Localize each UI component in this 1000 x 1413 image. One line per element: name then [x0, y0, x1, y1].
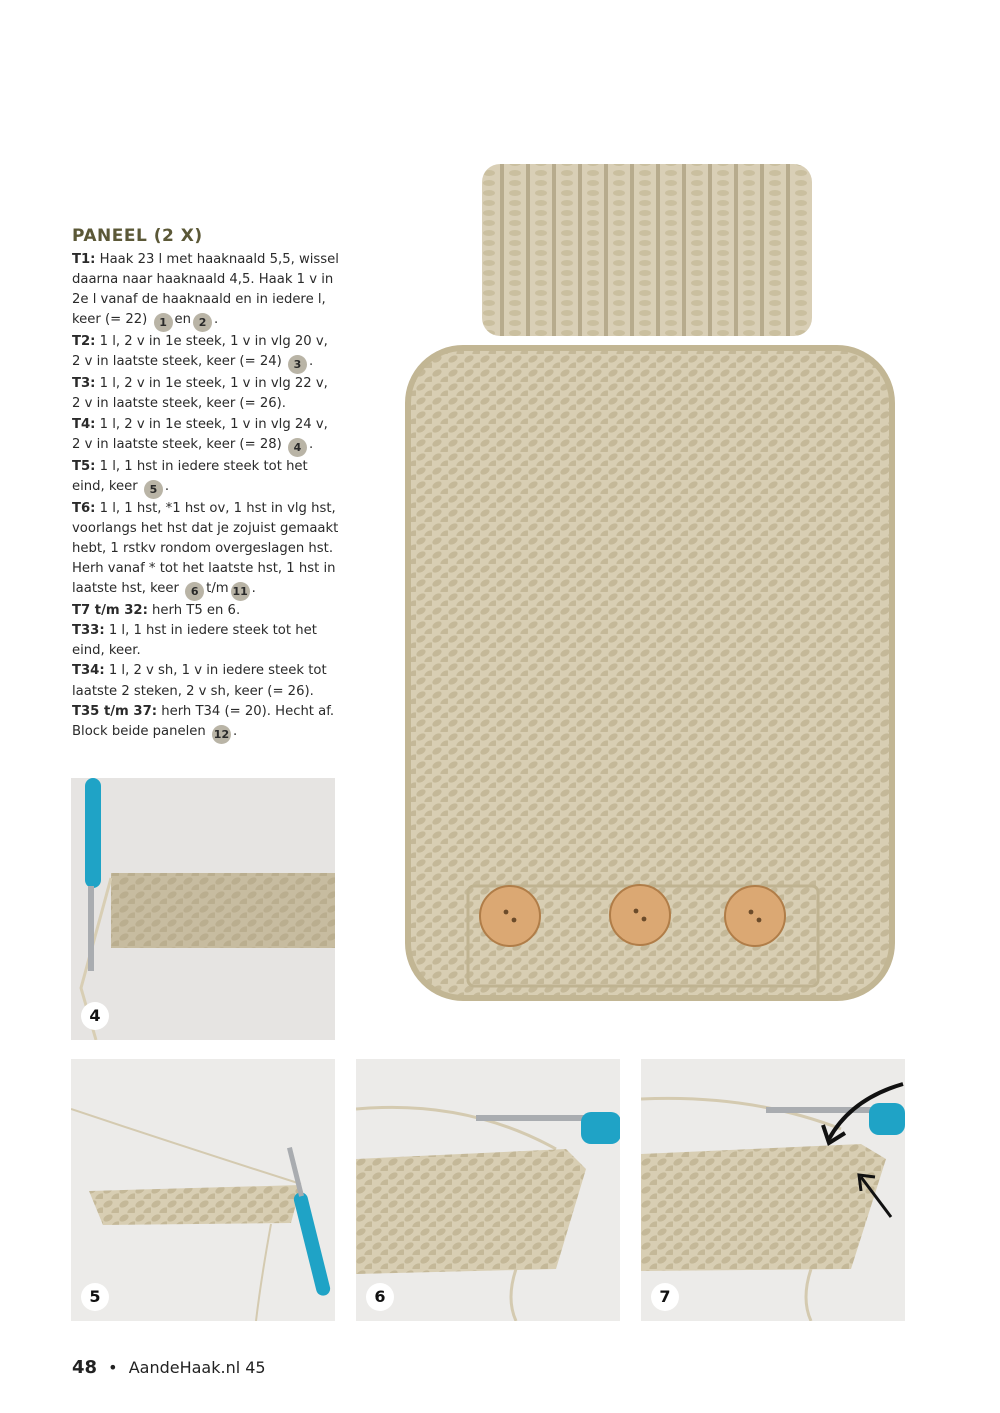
- neck-ribbing: [482, 164, 812, 336]
- steps-list: [72, 250, 340, 744]
- step-row: [72, 702, 340, 744]
- step-end: .: [308, 436, 314, 452]
- step-label: T2:: [72, 334, 96, 350]
- step-row: [72, 661, 340, 701]
- step-photo-4: [71, 778, 335, 1040]
- crochet-hook-shaft: [476, 1115, 586, 1121]
- photo-reference-badge: 3: [288, 355, 307, 374]
- footer-site: AandeHaak.nl: [128, 1358, 241, 1377]
- step-connector: en: [174, 312, 192, 328]
- step-text: 1 l, 2 v in 1e steek, 1 v in vlg 20 v, 2 v in laatste steek, keer (= 24): [72, 334, 328, 370]
- step-photo-5: [71, 1059, 335, 1321]
- step-text: 1 l, 1 hst in iedere steek tot het eind, keer: [72, 458, 308, 494]
- step-label: T1:: [72, 252, 96, 267]
- step-label: T7 t/m 32:: [72, 603, 148, 619]
- button-icon: [725, 886, 785, 946]
- button-icon: [480, 886, 540, 946]
- step-text: 1 l, 2 v in 1e steek, 1 v in vlg 24 v, 2 v in laatste steek, keer (= 28): [72, 416, 328, 452]
- photo-reference-badge: 4: [288, 438, 307, 457]
- step-photo-7: [641, 1059, 905, 1321]
- step-row: [72, 457, 340, 499]
- section-heading: PANEEL (2 X): [72, 226, 203, 246]
- step-label: T4:: [72, 416, 96, 432]
- step-end: .: [232, 723, 238, 739]
- crochet-hook-handle: [292, 1191, 331, 1297]
- page-footer: [72, 1357, 266, 1378]
- step-text: 1 l, 1 hst in iedere steek tot het eind, keer.: [72, 623, 317, 659]
- step-row: [72, 415, 340, 457]
- button-icon: [610, 885, 670, 945]
- step-label: T5:: [72, 458, 96, 474]
- step-photo-6: [356, 1059, 620, 1321]
- step-row: [72, 332, 340, 374]
- step-row: [72, 601, 340, 621]
- photo-number: 6: [366, 1283, 394, 1311]
- footer-issue: 45: [245, 1358, 266, 1377]
- step-row: [72, 621, 340, 661]
- step-label: T6:: [72, 500, 96, 516]
- step-row: [72, 499, 340, 601]
- step-end: .: [164, 478, 170, 494]
- photo-reference-badge: 5: [144, 480, 163, 499]
- step-row: [72, 374, 340, 414]
- step-end: .: [251, 581, 256, 597]
- photo-reference-badge: 1: [154, 313, 173, 332]
- step-label: T3:: [72, 376, 96, 392]
- step-label: T35 t/m 37:: [72, 703, 158, 719]
- photo-number: 4: [81, 1002, 109, 1030]
- step-text: herh T5 en 6.: [152, 603, 241, 619]
- step-label: T34:: [72, 663, 105, 679]
- step-end: .: [308, 354, 314, 370]
- photo-reference-badge: 11: [231, 582, 250, 601]
- photo-reference-badge: 6: [185, 582, 204, 601]
- crochet-hook-handle: [581, 1112, 620, 1144]
- step-text: 1 l, 2 v sh, 1 v in iedere steek tot laatste 2 steken, 2 v sh, keer (= 26).: [72, 663, 327, 699]
- step-end: .: [214, 312, 219, 328]
- crochet-hook-handle: [85, 778, 101, 888]
- main-photo-hot-water-bottle-cover: [400, 158, 900, 1018]
- photo-reference-badge: 2: [193, 313, 212, 332]
- page-number: 48: [72, 1357, 98, 1378]
- crochet-hook-handle: [869, 1103, 905, 1135]
- step-row: [72, 250, 340, 332]
- step-text: 1 l, 1 hst, *1 hst ov, 1 hst in vlg hst, voorlangs het hst dat je zojuist gemaakt hebt, 1 rstkv rondom overgeslagen hst. Herh vanaf * tot het laatste hst, 1 hst in laatste hst, keer: [72, 500, 339, 597]
- photo-reference-badge: 12: [212, 725, 231, 744]
- crochet-hook-shaft: [766, 1107, 876, 1113]
- step-text: herh T34 (= 20). Hecht af. Block beide panelen: [72, 703, 335, 739]
- step-label: T33:: [72, 623, 105, 639]
- photo-number: 5: [81, 1283, 109, 1311]
- photo-number: 7: [651, 1283, 679, 1311]
- step-text: Haak 23 l met haaknaald 5,5, wissel daarna naar haaknaald 4,5. Haak 1 v in 2e l vanaf de haaknaald en in iedere l, keer (= 22): [72, 252, 339, 328]
- instructions: [72, 226, 340, 744]
- step-connector: t/m: [206, 581, 229, 597]
- step-text: 1 l, 2 v in 1e steek, 1 v in vlg 22 v, 2 v in laatste steek, keer (= 26).: [72, 376, 328, 412]
- footer-bullet: •: [108, 1358, 118, 1377]
- crochet-hook-shaft: [88, 886, 94, 971]
